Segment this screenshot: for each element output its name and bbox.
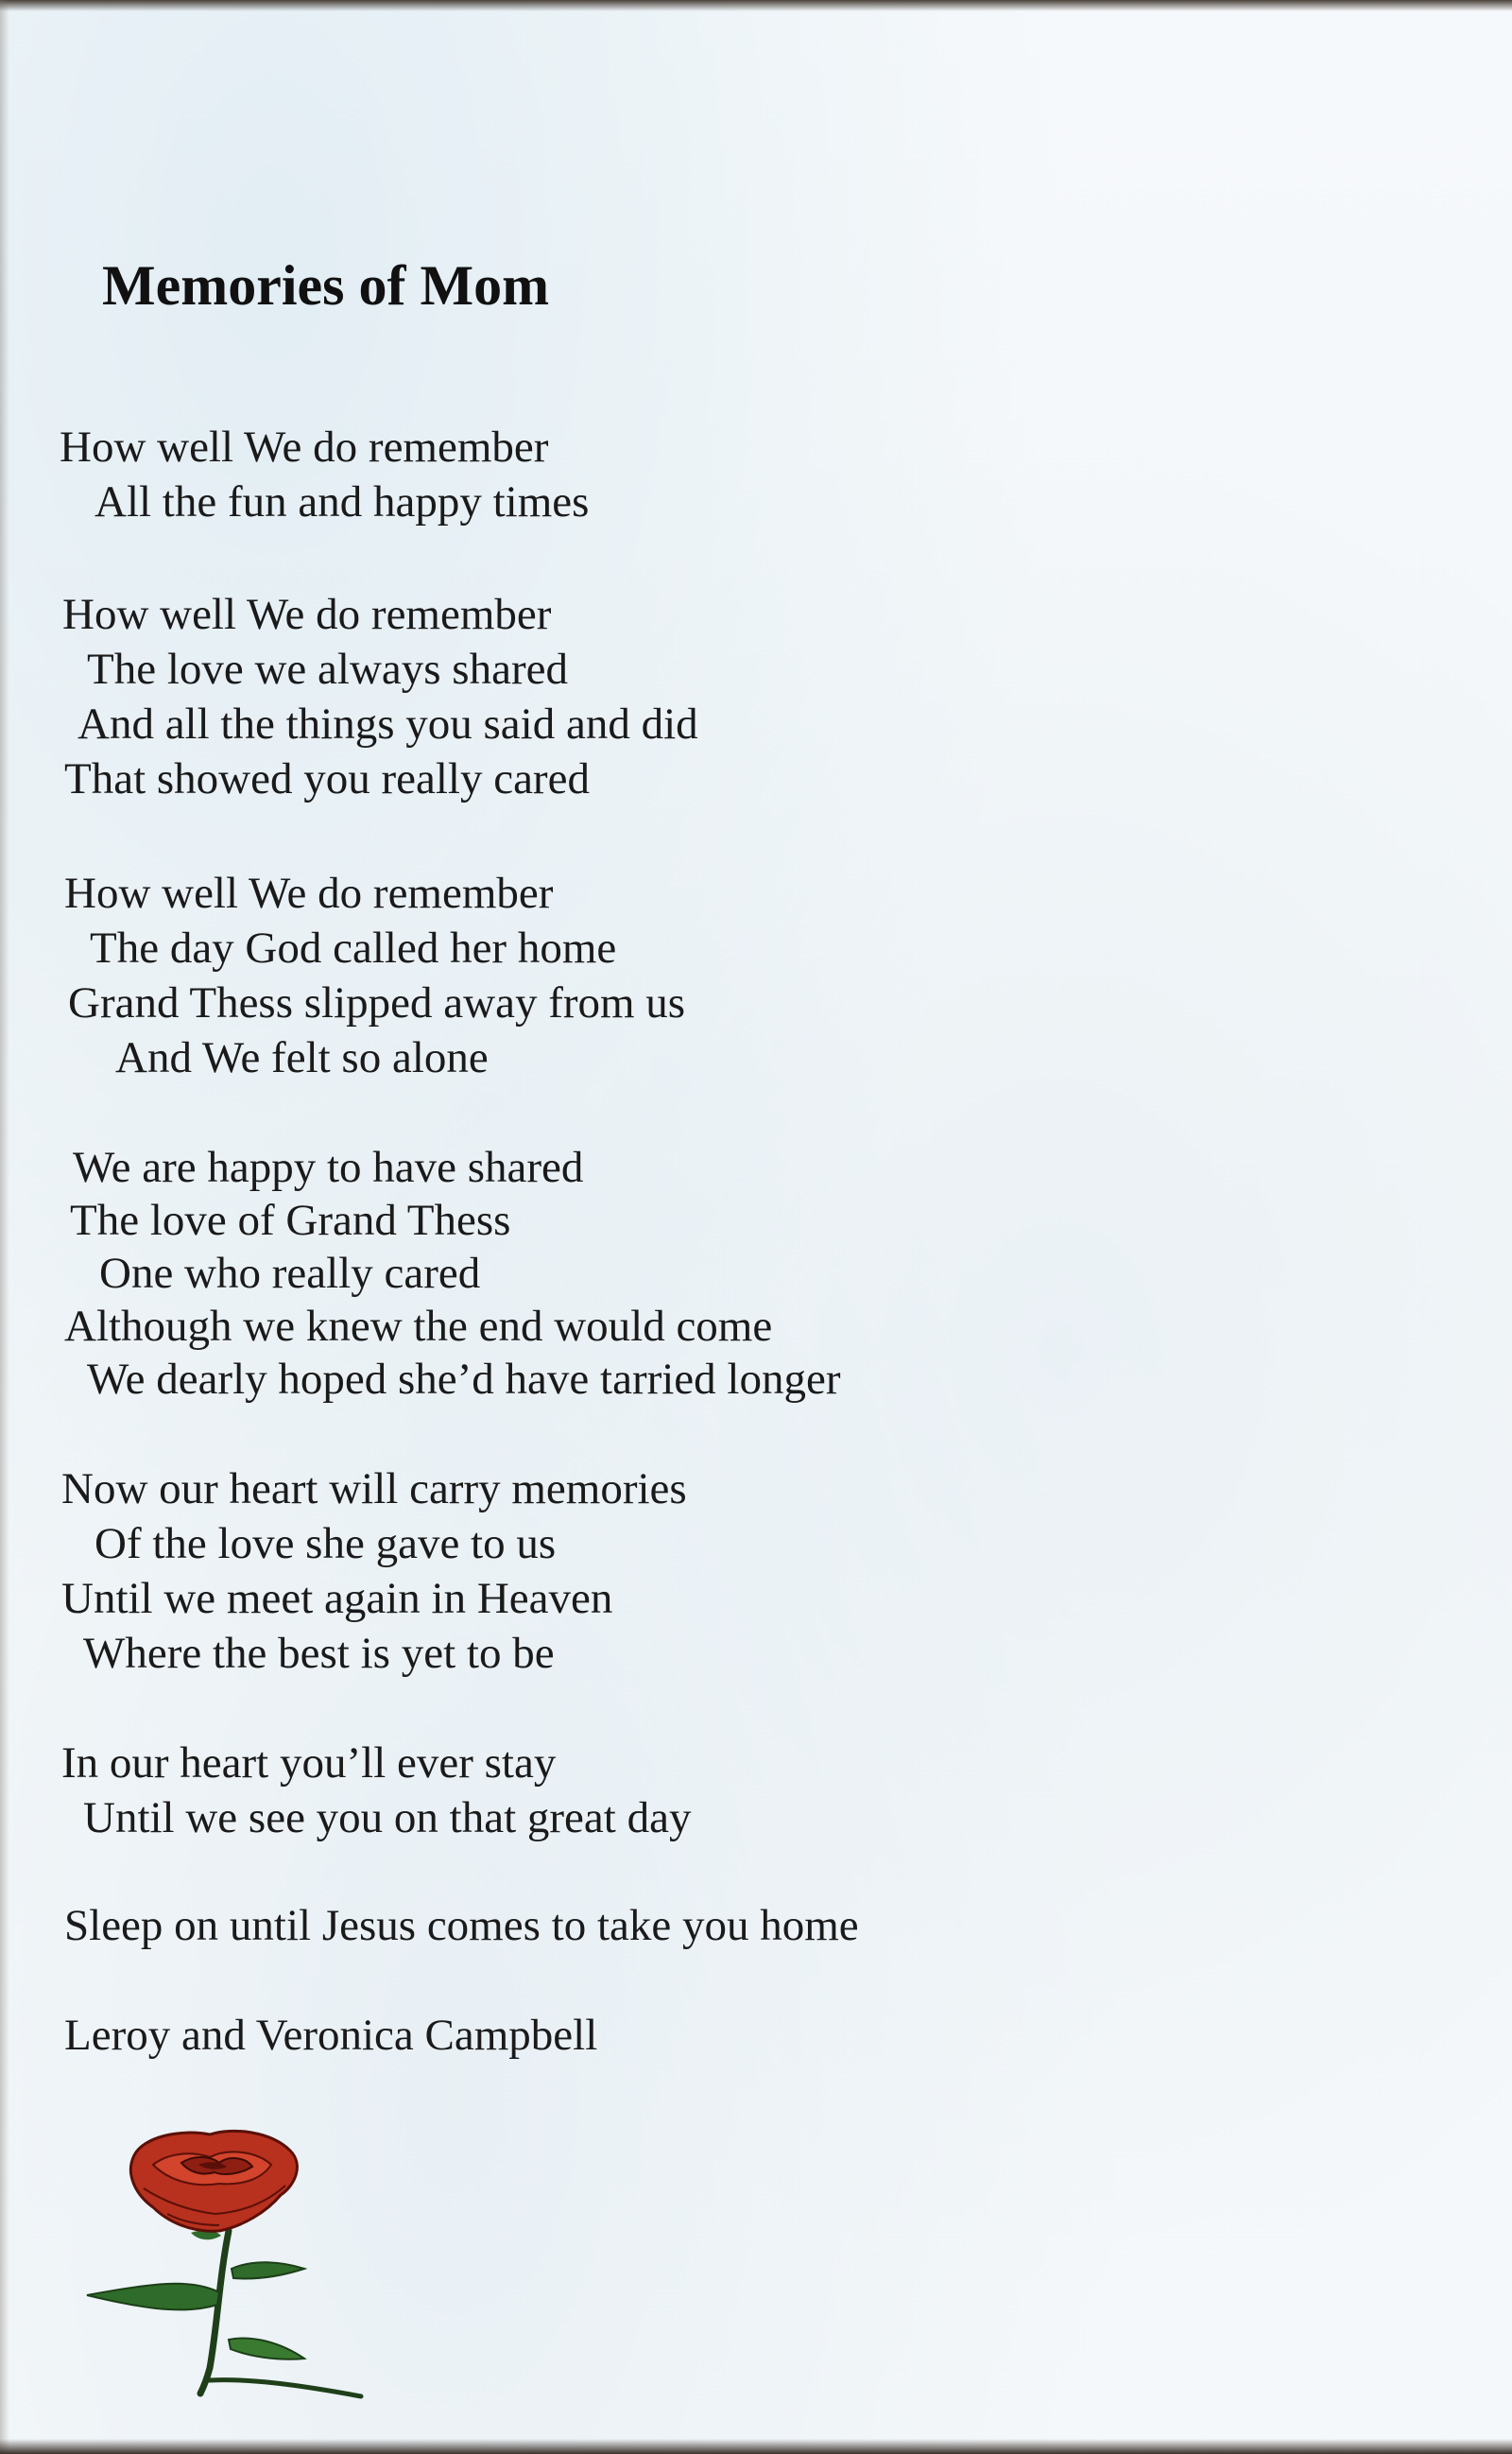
poem-line: The day God called her home (90, 924, 617, 973)
poem-line: Until we meet again in Heaven (61, 1574, 613, 1623)
poem-line: Now our heart will carry memories (61, 1464, 687, 1513)
red-rose-icon (77, 2127, 380, 2401)
poem-line: Until we see you on that great day (83, 1793, 692, 1842)
poem-title: Memories of Mom (102, 254, 550, 317)
poem-line: We are happy to have shared (73, 1143, 584, 1192)
poem-line: How well We do remember (60, 423, 549, 472)
poem-line: We dearly hoped she’d have tarried longer (87, 1355, 841, 1404)
poem-line: Where the best is yet to be (83, 1629, 555, 1678)
poem-line: And all the things you said and did (77, 700, 698, 749)
poem-line: All the fun and happy times (94, 477, 590, 527)
poem-line: In our heart you’ll ever stay (61, 1738, 557, 1788)
poem-line: Grand Thess slipped away from us (68, 978, 686, 1028)
poem-line: How well We do remember (62, 590, 552, 639)
signature-line: Leroy and Veronica Campbell (64, 2011, 598, 2060)
poem-line: How well We do remember (64, 869, 554, 918)
poem-line: One who really cared (99, 1249, 481, 1298)
poem-line: The love of Grand Thess (70, 1196, 511, 1245)
poem-line: And We felt so alone (115, 1033, 489, 1082)
poem-line: That showed you really cared (64, 754, 590, 804)
poem-line: Sleep on until Jesus comes to take you home (64, 1901, 859, 1950)
poem-line: The love we always shared (87, 645, 568, 694)
poem-line: Although we knew the end would come (64, 1302, 773, 1351)
poem-line: Of the love she gave to us (94, 1519, 557, 1568)
